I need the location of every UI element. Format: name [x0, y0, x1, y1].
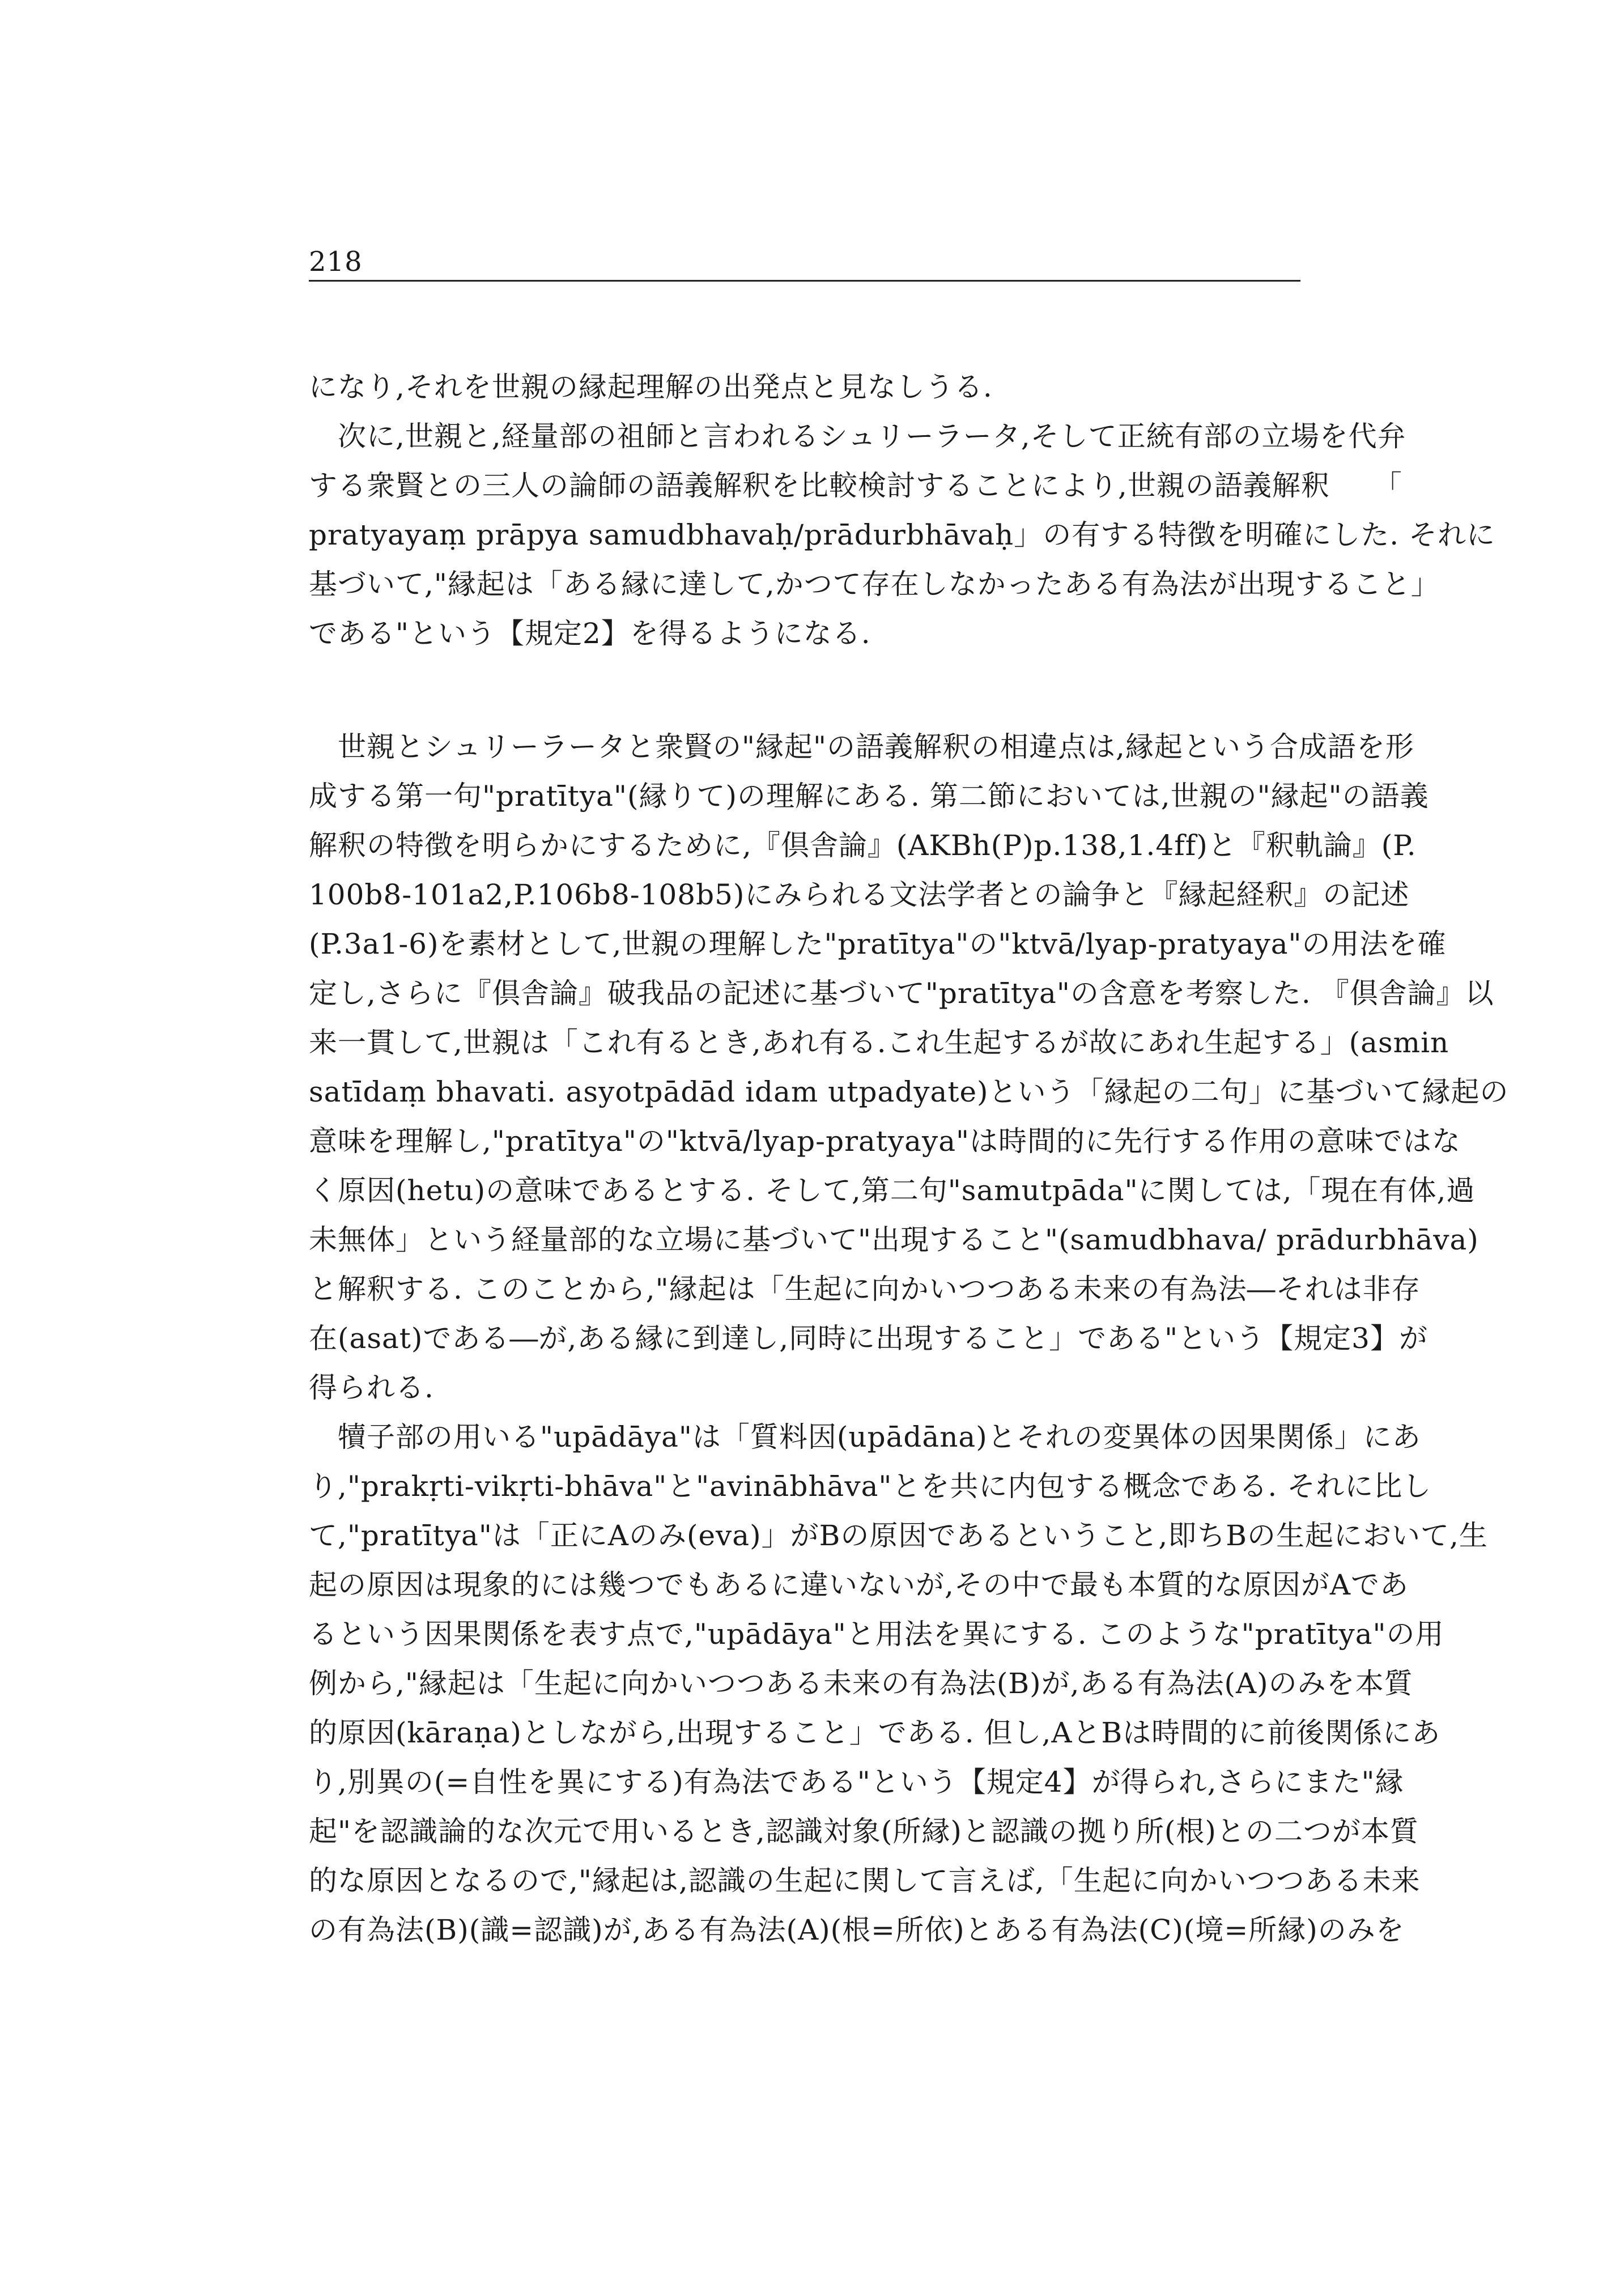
- text-line: 起"を認識論的な次元で用いるとき,認識対象(所縁)と認識の拠り所(根)との二つが本質: [309, 1815, 1419, 1848]
- text-line: 在(asat)である―が,ある縁に到達し,同時に出現すること」である"という【規定3】が: [309, 1322, 1428, 1355]
- paragraph: [309, 412, 1496, 658]
- text-line: satīdaṃ bhavati. asyotpādād idam utpadyate)という「縁起の二句」に基づいて縁起の: [309, 1075, 1509, 1108]
- page-header: [309, 244, 1300, 282]
- text-line: 解釈の特徴を明らかにするために,『倶舎論』(AKBh(P)p.138,1.4ff)と『釈軌論』(P.: [309, 829, 1417, 862]
- text-line: と解釈する. このことから,"縁起は「生起に向かいつつある未来の有為法―それは非存: [309, 1273, 1421, 1306]
- text-line: する衆賢との三人の論師の語義解釈を比較検討することにより,世親の語義解釈 「: [309, 469, 1402, 502]
- text-line: 意味を理解し,"pratītya"の"ktvā/lyap-pratyaya"は時間的に先行する作用の意味ではな: [309, 1125, 1461, 1158]
- text-line: るという因果関係を表す点で,"upādāya"と用法を異にする. このような"pratītya"の用: [309, 1618, 1444, 1651]
- text-line: 定し,さらに『倶舎論』破我品の記述に基づいて"pratītya"の含意を考察した. 『倶舎論』以: [309, 977, 1494, 1010]
- text-line: 得られる.: [309, 1371, 434, 1404]
- text-line: 未無体」という経量部的な立場に基づいて"出現すること"(samudbhava/ prādurbhāva): [309, 1223, 1479, 1256]
- text-line: 例から,"縁起は「生起に向かいつつある未来の有為法(B)が,ある有為法(A)のみを本質: [309, 1667, 1413, 1700]
- text-line: り,別異の(=自性を異にする)有為法である"という【規定4】が得られ,さらにまた"縁: [309, 1766, 1404, 1798]
- text-line: 的な原因となるので,"縁起は,認識の生起に関して言えば,「生起に向かいつつある未来: [309, 1864, 1421, 1897]
- text-line: である"という【規定2】を得るようになる.: [309, 617, 871, 650]
- text-line: 次に,世親と,経量部の祖師と言われるシュリーラータ,そして正統有部の立場を代弁: [309, 420, 1406, 453]
- text-line: 起の原因は現象的には幾つでもあるに違いないが,その中で最も本質的な原因がAであ: [309, 1568, 1409, 1601]
- text-line: 100b8-101a2,P.106b8-108b5)にみられる文法学者との論争と『縁起経釈』の記述: [309, 878, 1410, 911]
- text-line: り,"prakṛti-vikṛti-bhāva"と"avinābhāva"とを共に内包する概念である. それに比し: [309, 1470, 1432, 1503]
- paragraph-spacer: [309, 658, 1329, 722]
- text-line: の有為法(B)(識=認識)が,ある有為法(A)(根=所依)とある有為法(C)(境=所縁)のみを: [309, 1914, 1405, 1946]
- text-line: 的原因(kāraṇa)としながら,出現すること」である. 但し,AとBは時間的に前後関係にあ: [309, 1716, 1441, 1749]
- text-line: 来一貫して,世親は「これ有るとき,あれ有る.これ生起するが故にあれ生起する」(asmin: [309, 1026, 1449, 1059]
- paragraph: [309, 363, 1329, 412]
- paragraph: [309, 1413, 1488, 1955]
- text-line: 世親とシュリーラータと衆賢の"縁起"の語義解釈の相違点は,縁起という合成語を形: [309, 730, 1414, 763]
- text-line: 基づいて,"縁起は「ある縁に達して,かつて存在しなかったある有為法が出現すること」: [309, 568, 1440, 601]
- text-line: 成する第一句"pratītya"(縁りて)の理解にある. 第二節においては,世親の"縁起"の語義: [309, 780, 1429, 813]
- paragraph: [309, 722, 1509, 1413]
- text-line: になり,それを世親の縁起理解の出発点と見なしうる.: [309, 371, 993, 403]
- text-line: て,"pratītya"は「正にAのみ(eva)」がBの原因であるということ,即ちBの生起において,生: [309, 1519, 1488, 1552]
- text-line: く原因(hetu)の意味であるとする. そして,第二句"samutpāda"に関しては,「現在有体,過: [309, 1174, 1476, 1207]
- text-line: (P.3a1-6)を素材として,世親の理解した"pratītya"の"ktvā/lyap-pratyaya"の用法を確: [309, 928, 1447, 960]
- page-number: 218: [309, 246, 363, 278]
- text-line: 犢子部の用いる"upādāya"は「質料因(upādāna)とそれの変異体の因果関係」にあ: [309, 1421, 1421, 1453]
- text-line: pratyayaṃ prāpya samudbhavaḥ/prādurbhāvaḥ」の有する特徴を明確にした. それに: [309, 518, 1496, 551]
- body-text: [309, 363, 1509, 1955]
